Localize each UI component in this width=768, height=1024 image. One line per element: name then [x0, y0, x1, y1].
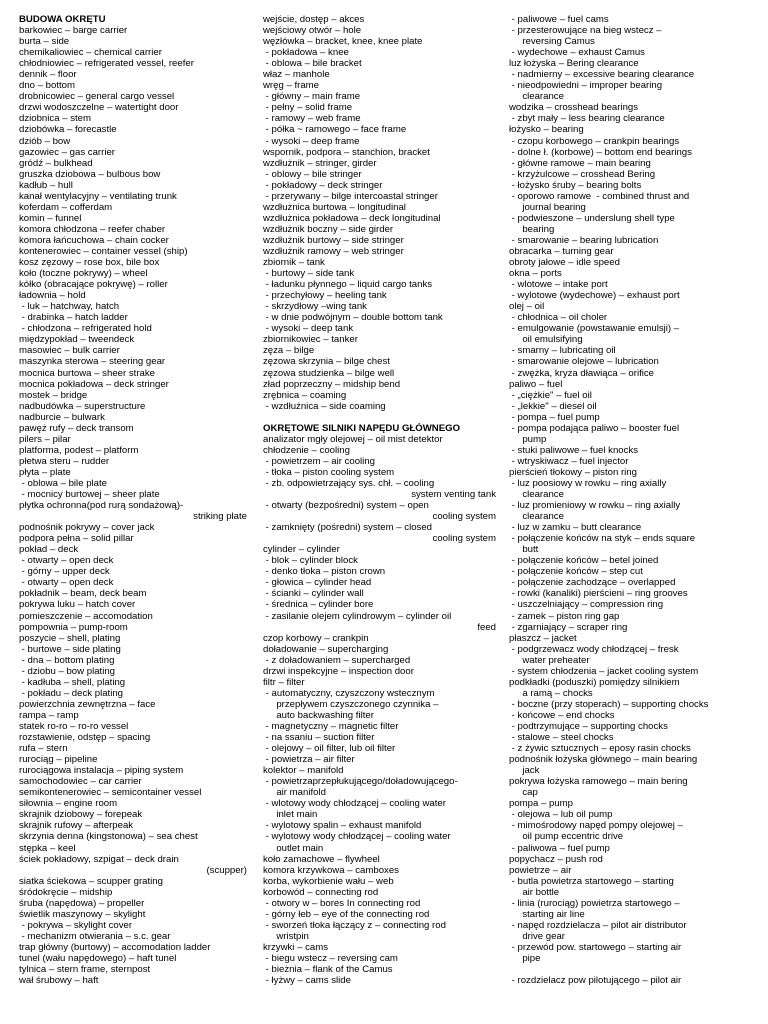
- glossary-entry: czop korbowy – crankpin: [263, 632, 369, 644]
- glossary-entry: tunel (wału napędowego) – haft tunel: [19, 952, 177, 964]
- glossary-entry: rurociąg – pipeline: [19, 754, 98, 766]
- glossary-entry: - otwarty (bezpośredni) system – open: [263, 500, 429, 512]
- glossary-entry: mocnica pokładowa – deck stringer: [19, 378, 169, 390]
- glossary-entry: tylnica – stern frame, sternpost: [19, 964, 151, 976]
- glossary-entry: - wysoki – deep frame: [263, 135, 360, 147]
- glossary-entry: - połączenie zachodzące – overlapped: [509, 577, 676, 589]
- glossary-entry: kolektor – manifold: [263, 765, 344, 777]
- glossary-entry: - smarowanie olejowe – lubrication: [509, 356, 659, 368]
- glossary-entry: krzywki – cams: [263, 941, 329, 953]
- glossary-entry: - burtowe – side plating: [19, 643, 121, 655]
- glossary-entry: węzłówka – bracket, knee, knee plate: [263, 36, 423, 48]
- glossary-entry: - mimośrodowy napęd pompy olejowej –: [509, 820, 683, 832]
- glossary-entry: - półka ~ ramowego – face frame: [263, 124, 407, 136]
- glossary-entry: wzdłużnica pokładowa – deck longitudinal: [263, 212, 441, 224]
- glossary-entry: mocnica burtowa – sheer strake: [19, 367, 155, 379]
- glossary-entry: analizator mgły olejowej – oil mist detektor: [263, 433, 443, 445]
- glossary-entry: nadburcie – bulwark: [19, 411, 105, 423]
- glossary-entry: kadłub – hull: [19, 179, 73, 191]
- glossary-entry: skrajnik dziobowy – forepeak: [19, 809, 143, 821]
- glossary-entry: skrajnik rufowy – afterpeak: [19, 820, 134, 832]
- glossary-entry: - główne ramowe – main bearing: [509, 157, 651, 169]
- glossary-entry: - główny – main frame: [263, 91, 361, 103]
- glossary-entry: - przechyłowy – heeling tank: [263, 290, 387, 302]
- glossary-entry: wał śrubowy – haft: [19, 975, 99, 987]
- glossary-entry: koło (toczne pokrywy) – wheel: [19, 268, 148, 280]
- glossary-entry: - dziobu – bow plating: [19, 665, 115, 677]
- glossary-entry: zęza – bilge: [263, 345, 315, 357]
- glossary-entry: pompownia – pump-room: [19, 621, 128, 633]
- glossary-entry: - łyżwy – cams slide: [263, 975, 351, 987]
- glossary-entry: wejście, dostęp – akces: [263, 14, 365, 25]
- glossary-entry: - paliwowa – fuel pump: [509, 842, 610, 854]
- glossary-entry: - wylotowy wody chłodzącej – cooling water: [263, 831, 451, 843]
- blank-line: [263, 412, 496, 423]
- glossary-entry: koło zamachowe – flywheel: [263, 853, 380, 865]
- glossary-entry: platforma, podest – platform: [19, 444, 139, 456]
- glossary-entry: - z doładowaniem – supercharged: [263, 654, 411, 666]
- glossary-entry: - pompa podająca paliwo – booster fuel: [509, 422, 680, 434]
- glossary-entry: - podgrzewacz wody chłodzącej – fresk: [509, 643, 679, 655]
- glossary-entry: - pokładowy – deck stringer: [263, 179, 383, 191]
- glossary-entry: pomieszczenie – accomodation: [19, 610, 153, 622]
- glossary-entry: - przerywany – bilge intercoastal stringer: [263, 190, 438, 202]
- glossary-entry: - rozdzielacz pow pilotującego – pilot air: [509, 975, 682, 987]
- glossary-entry: kontenerowiec – container vessel (ship): [19, 245, 188, 257]
- glossary-entry: siatka ściekowa – scupper grating: [19, 875, 163, 887]
- glossary-entry: inlet main: [263, 809, 318, 821]
- glossary-entry: wspornik, podpora – stanchion, bracket: [263, 146, 430, 158]
- glossary-entry: drive gear: [509, 930, 565, 942]
- glossary-entry: przepływem czyszczonego czynnika –: [263, 698, 439, 710]
- section-heading: BUDOWA OKRĘTU: [19, 14, 106, 25]
- glossary-entry: semikontenerowiec – semicontainer vessel: [19, 787, 202, 799]
- glossary-entry: dziobówka – forecastle: [19, 124, 117, 136]
- glossary-entry: ściek pokładowy, szpigat – deck drain: [19, 853, 179, 865]
- glossary-entry: - w dnie podwójnym – double bottom tank: [263, 312, 443, 324]
- glossary-entry: - blok – cylinder block: [263, 555, 358, 567]
- glossary-entry: - zbyt mały – less bearing clearance: [509, 113, 665, 125]
- glossary-entry: zład poprzeczny – midship bend: [263, 378, 401, 390]
- glossary-entry: obroty jałowe – idle speed: [509, 257, 620, 269]
- glossary-entry: wzdłużnik – stringer, girder: [263, 157, 377, 169]
- glossary-entry: - „lekkie" – diesel oil: [509, 400, 597, 412]
- glossary-entry: - przesterowujące na bieg wstecz –: [509, 25, 662, 37]
- glossary-entry: - połączenie końców na styk – ends square: [509, 533, 696, 545]
- glossary-entry: - mocnicy burtowej – sheer plate: [19, 489, 160, 501]
- glossary-entry: bearing: [509, 223, 555, 235]
- glossary-entry: oil emulsifying: [509, 334, 583, 346]
- glossary-entry: poszycie – shell, plating: [19, 632, 121, 644]
- glossary-entry: journal bearing: [509, 201, 586, 213]
- glossary-entry: rufa – stern: [19, 743, 68, 755]
- glossary-entry: - oblowy – bile stringer: [263, 168, 362, 180]
- glossary-entry: - wylotowe (wydechowe) – exhaust port: [509, 290, 680, 302]
- glossary-entry: statek ro-ro – ro-ro vessel: [19, 721, 129, 732]
- glossary-entry: pump: [509, 433, 547, 445]
- glossary-entry: outlet main: [263, 842, 324, 854]
- glossary-entry: korbowód – connecting rod: [263, 886, 379, 898]
- glossary-entry: - podtrzymujące – supporting chocks: [509, 721, 668, 732]
- glossary-entry: korba, wykorbienie wału – web: [263, 875, 394, 887]
- glossary-entry: podnośnik łożyska głównego – main bearing: [509, 754, 698, 766]
- glossary-entry: dno – bottom: [19, 80, 76, 92]
- glossary-entry: - na ssaniu – suction filter: [263, 732, 375, 744]
- glossary-entry: siłownia – engine room: [19, 798, 118, 810]
- glossary-entry: - napęd rozdzielacza – pilot air distributor: [509, 919, 687, 931]
- glossary-entry: - tłoka – piston cooling system: [263, 466, 395, 478]
- glossary-entry: - paliwowe – fuel cams: [509, 14, 609, 25]
- glossary-entry: pompa – pump: [509, 798, 573, 810]
- glossary-entry: - wysoki – deep tank: [263, 323, 354, 335]
- glossary-entry: obracarka – turning gear: [509, 245, 614, 257]
- glossary-entry: striking plate: [193, 511, 247, 523]
- glossary-entry: mostek – bridge: [19, 389, 88, 401]
- glossary-entry: a ramą – chocks: [509, 687, 593, 699]
- glossary-entry: drzwi inspekcyjne – inspection door: [263, 665, 414, 677]
- glossary-entry: cap: [509, 787, 538, 799]
- glossary-entry: chłodniowiec – refrigerated vessel, reefer: [19, 58, 194, 70]
- glossary-entry: - ścianki – cylinder wall: [263, 588, 364, 600]
- glossary-entry: - górny łeb – eye of the connecting rod: [263, 908, 430, 920]
- glossary-entry: feed: [477, 621, 496, 633]
- glossary-entry: właz – manhole: [263, 69, 330, 81]
- glossary-entry: komora krzywkowa – camboxes: [263, 864, 399, 876]
- glossary-entry: zbiornikowiec – tanker: [263, 334, 358, 346]
- column-1: [19, 14, 247, 986]
- glossary-entry: oil pump eccentric drive: [509, 831, 624, 843]
- column-2: [263, 14, 496, 986]
- glossary-entry: - otwarty – open deck: [19, 555, 114, 567]
- glossary-entry: wzdłużnik ramowy – web stringer: [263, 245, 404, 257]
- glossary-entry: zbiornik – tank: [263, 257, 325, 269]
- glossary-entry: drzwi wodoszczelne – watertight door: [19, 102, 179, 114]
- glossary-entry: starting air line: [509, 908, 585, 920]
- glossary-entry: podpora pełna – solid pillar: [19, 533, 134, 545]
- glossary-entry: - wydechowe – exhaust Camus: [509, 47, 645, 59]
- glossary-entry: gazowiec – gas carrier: [19, 146, 115, 158]
- glossary-entry: - skrzydłowy –wing tank: [263, 301, 367, 313]
- glossary-entry: - luz w zamku – butt clearance: [509, 522, 642, 534]
- glossary-entry: olej – oil: [509, 301, 545, 313]
- glossary-entry: rampa – ramp: [19, 709, 79, 721]
- glossary-entry: - oblowa – bile bracket: [263, 58, 362, 70]
- glossary-entry: samochodowiec – car carrier: [19, 776, 142, 788]
- glossary-entry: - wlotowy wody chłodzącej – cooling water: [263, 798, 446, 810]
- glossary-entry: - boczne (przy stoperach) – supporting chocks: [509, 698, 709, 710]
- glossary-entry: - denko tłoka – piston crown: [263, 566, 386, 578]
- glossary-entry: - system chłodzenia – jacket cooling system: [509, 665, 699, 677]
- glossary-entry: wzdłużnica burtowa – longitudinal: [263, 201, 406, 213]
- glossary-entry: - stuki paliwowe – fuel knocks: [509, 444, 639, 456]
- glossary-entry: dziób – bow: [19, 135, 71, 147]
- glossary-entry: podnośnik pokrywy – cover jack: [19, 522, 155, 534]
- glossary-entry: wzdłużnik boczny – side girder: [263, 223, 394, 235]
- glossary-entry: płytka ochronna(pod rurą sondażową)-: [19, 500, 184, 512]
- glossary-entry: - wylotowy spalin – exhaust manifold: [263, 820, 422, 832]
- glossary-entry: - końcowe – end chocks: [509, 709, 615, 721]
- glossary-entry: okna – ports: [509, 268, 562, 280]
- glossary-entry: - pokładowa – knee: [263, 47, 349, 59]
- glossary-entry: - dna – bottom plating: [19, 654, 115, 666]
- glossary-entry: dziobnica – stem: [19, 113, 91, 125]
- glossary-entry: kosz zęzowy – rose box, bile box: [19, 257, 160, 269]
- glossary-entry: - zwężka, kryza dławiąca – orifice: [509, 367, 655, 379]
- glossary-entry: śródokręcie – midship: [19, 886, 113, 898]
- blank-line: [509, 964, 749, 975]
- glossary-entry: - nadmierny – excessive bearing clearance: [509, 69, 695, 81]
- glossary-entry: cooling system: [432, 533, 496, 545]
- glossary-entry: - pokrywa – skylight cover: [19, 919, 133, 931]
- column-3: [509, 14, 749, 986]
- glossary-entry: komin – funnel: [19, 212, 82, 224]
- glossary-entry: - wtryskiwacz – fuel injector: [509, 455, 629, 467]
- glossary-entry: - krzyżulcowe – crosshead Bering: [509, 168, 656, 180]
- glossary-entry: - ramowy – web frame: [263, 113, 361, 125]
- glossary-entry: pokrywa łożyska ramowego – main bering: [509, 776, 688, 788]
- glossary-entry: pokrywa luku – hatch cover: [19, 599, 136, 611]
- glossary-entry: wristpin: [263, 930, 309, 942]
- glossary-entry: zęzowa skrzynia – bilge chest: [263, 356, 390, 368]
- glossary-entry: chłodzenie – cooling: [263, 444, 350, 456]
- glossary-entry: - nieodpowiedni – improper bearing: [509, 80, 663, 92]
- glossary-entry: płetwa steru – rudder: [19, 455, 110, 467]
- glossary-entry: - kadłuba – shell, plating: [19, 676, 126, 688]
- glossary-entry: air manifold: [263, 787, 326, 799]
- glossary-entry: komora łańcuchowa – chain cocker: [19, 234, 169, 246]
- glossary-entry: - smarowanie – bearing lubrication: [509, 234, 659, 246]
- glossary-entry: zęzowa studzienka – bilge well: [263, 367, 395, 379]
- glossary-entry: - ładunku płynnego – liquid cargo tanks: [263, 279, 433, 291]
- glossary-entry: - oblowa – bile plate: [19, 477, 107, 489]
- glossary-entry: air bottle: [509, 886, 560, 898]
- glossary-entry: - zasilanie olejem cylindrowym – cylinder oil: [263, 610, 452, 622]
- glossary-entry: - zamek – piston ring gap: [509, 610, 620, 622]
- glossary-entry: - luz poosiowy w rowku – ring axially: [509, 477, 667, 489]
- glossary-entry: burta – side: [19, 36, 70, 48]
- glossary-entry: - biegu wstecz – reversing cam: [263, 952, 398, 964]
- glossary-entry: - chłodzona – refrigerated hold: [19, 323, 152, 335]
- glossary-entry: pokładnik – beam, deck beam: [19, 588, 147, 600]
- glossary-entry: - „ciężkie" – fuel oil: [509, 389, 592, 401]
- glossary-entry: pilers – pilar: [19, 433, 71, 445]
- glossary-entry: - emulgowanie (powstawanie emulsji) –: [509, 323, 680, 335]
- glossary-entry: - dolne ł. (korbowe) – bottom end bearings: [509, 146, 692, 158]
- section-heading: OKRĘTOWE SILNIKI NAPĘDU GŁÓWNEGO: [263, 422, 461, 434]
- glossary-entry: - chłodnica – oil choler: [509, 312, 608, 324]
- glossary-entry: - uszczelniający – compression ring: [509, 599, 664, 611]
- glossary-entry: - olejowa – lub oil pump: [509, 809, 613, 821]
- glossary-entry: - oporowo ramowe - combined thrust and: [509, 190, 690, 202]
- glossary-entry: filtr – filter: [263, 676, 305, 688]
- glossary-entry: - zb. odpowietrzający sys. chł. – cooling: [263, 477, 435, 489]
- glossary-entry: gruszka dziobowa – bulbous bow: [19, 168, 161, 180]
- glossary-entry: - pokładu – deck plating: [19, 687, 123, 699]
- glossary-entry: - powietrzaprzepłukującego/doładowującego-: [263, 776, 458, 788]
- glossary-entry: - średnica – cylinder bore: [263, 599, 374, 611]
- glossary-entry: clearance: [509, 511, 564, 523]
- glossary-entry: - powietrzem – air cooling: [263, 455, 375, 467]
- glossary-entry: - sworzeń tłoka łączący z – connecting rod: [263, 919, 446, 931]
- glossary-entry: - wzdłużnica – side coaming: [263, 400, 386, 412]
- glossary-entry: podkładki (poduszki) pomiędzy silnikiem: [509, 676, 680, 688]
- glossary-entry: system venting tank: [411, 489, 496, 501]
- glossary-entry: - górny – upper deck: [19, 566, 110, 578]
- glossary-entry: - otwory w – bores In connecting rod: [263, 897, 421, 909]
- glossary-entry: płyta – plate: [19, 466, 71, 478]
- glossary-entry: zrębnica – coaming: [263, 389, 347, 401]
- glossary-entry: drobnicowiec – general cargo vessel: [19, 91, 175, 103]
- glossary-entry: pipe: [509, 952, 541, 964]
- glossary-entry: - automatyczny, czyszczony wstecznym: [263, 687, 435, 699]
- glossary-entry: - głowica – cylinder head: [263, 577, 372, 589]
- glossary-entry: water preheater: [509, 654, 590, 666]
- glossary-entry: - smarny – lubricating oil: [509, 345, 616, 357]
- glossary-entry: pierścień tłokowy – piston ring: [509, 466, 637, 478]
- glossary-entry: pawęż rufy – deck transom: [19, 422, 134, 434]
- glossary-entry: auto backwashing filter: [263, 709, 374, 721]
- glossary-entry: - luz promieniowy w rowku – ring axially: [509, 500, 681, 512]
- glossary-entry: płaszcz – jacket: [509, 632, 577, 644]
- glossary-entry: - połączenie końców – betel joined: [509, 555, 659, 567]
- glossary-entry: łożysko – bearing: [509, 124, 584, 136]
- glossary-entry: - linia (rurociąg) powietrza startowego –: [509, 897, 680, 909]
- glossary-entry: komora chłodzona – reefer chaber: [19, 223, 166, 235]
- glossary-entry: pokład – deck: [19, 544, 79, 556]
- glossary-entry: rurociągowa instalacja – piping system: [19, 765, 184, 777]
- glossary-entry: clearance: [509, 489, 564, 501]
- glossary-entry: - przewód pow. startowego – starting air: [509, 941, 682, 953]
- glossary-entry: - pełny – solid frame: [263, 102, 353, 114]
- glossary-entry: jack: [509, 765, 540, 777]
- glossary-entry: cooling system: [432, 511, 496, 523]
- glossary-entry: stępka – keel: [19, 842, 76, 854]
- glossary-entry: luz łożyska – Bering clearance: [509, 58, 639, 70]
- glossary-entry: rozstawienie, odstęp – spacing: [19, 732, 151, 744]
- glossary-entry: powietrze – air: [509, 864, 572, 876]
- glossary-entry: wręg – frame: [263, 80, 319, 92]
- glossary-entry: - bieżnia – flank of the Camus: [263, 964, 393, 976]
- glossary-entry: międzypokład – tweendeck: [19, 334, 135, 346]
- glossary-entry: - zgarniający – scraper ring: [509, 621, 628, 633]
- glossary-entry: paliwo – fuel: [509, 378, 563, 390]
- glossary-entry: - podwieszone – underslung shell type: [509, 212, 675, 224]
- glossary-entry: trap główny (burtowy) – accomodation ladder: [19, 941, 211, 953]
- glossary-entry: dennik – floor: [19, 69, 77, 81]
- glossary-entry: wodzika – crosshead bearings: [509, 102, 639, 114]
- glossary-entry: wzdłużnik burtowy – side stringer: [263, 234, 404, 246]
- glossary-entry: doładowanie – supercharging: [263, 643, 389, 655]
- glossary-entry: koferdam – cofferdam: [19, 201, 113, 213]
- glossary-entry: chemikaliowiec – chemical carrier: [19, 47, 162, 59]
- glossary-entry: popychacz – push rod: [509, 853, 603, 865]
- glossary-entry: (scupper): [206, 864, 247, 876]
- glossary-entry: - burtowy – side tank: [263, 268, 355, 280]
- glossary-entry: kółko (obracające pokrywę) – roller: [19, 279, 168, 291]
- glossary-entry: skrzynia denna (kingstonowa) – sea chest: [19, 831, 198, 843]
- glossary-entry: świetlik maszynowy – skylight: [19, 908, 146, 920]
- glossary-entry: - łożysko śruby – bearing bolts: [509, 179, 642, 191]
- glossary-entry: masowiec – bulk carrier: [19, 345, 120, 357]
- glossary-entry: barkowiec – barge carrier: [19, 25, 128, 37]
- glossary-entry: - wlotowe – intake port: [509, 279, 608, 291]
- glossary-entry: ładownia – hold: [19, 290, 86, 302]
- glossary-entry: wejściowy otwór – hole: [263, 25, 362, 37]
- glossary-entry: - zamknięty (pośredni) system – closed: [263, 522, 433, 534]
- glossary-entry: - magnetyczny – magnetic filter: [263, 721, 399, 732]
- glossary-entry: butt: [509, 544, 539, 556]
- glossary-entry: - luk – hatchway, hatch: [19, 301, 120, 313]
- glossary-entry: - czopu korbowego – crankpin bearings: [509, 135, 680, 147]
- glossary-entry: - otwarty – open deck: [19, 577, 114, 589]
- glossary-entry: - pompa – fuel pump: [509, 411, 600, 423]
- glossary-entry: powierzchnia zewnętrzna – face: [19, 698, 156, 710]
- glossary-entry: - powietrza – air filter: [263, 754, 355, 766]
- glossary-entry: kanał wentylacyjny – ventilating trunk: [19, 190, 177, 202]
- glossary-entry: reversing Camus: [509, 36, 595, 48]
- glossary-entry: cylinder – cylinder: [263, 544, 340, 556]
- glossary-entry: - mechanizm otwierania – s.c. gear: [19, 930, 171, 942]
- glossary-entry: maszynka sterowa – steering gear: [19, 356, 166, 368]
- glossary-entry: - stalowe – steel chocks: [509, 732, 614, 744]
- glossary-entry: - połączenie końców – step cut: [509, 566, 643, 578]
- glossary-entry: - drabinka – hatch ladder: [19, 312, 128, 324]
- glossary-entry: clearance: [509, 91, 564, 103]
- glossary-entry: - rowki (kanaliki) pierścieni – ring grooves: [509, 588, 688, 600]
- glossary-entry: śruba (napędowa) – propeller: [19, 897, 145, 909]
- glossary-entry: - butla powietrza startowego – starting: [509, 875, 674, 887]
- glossary-entry: - z żywic sztucznych – eposy rasin chocks: [509, 743, 691, 755]
- glossary-entry: gródź – bulkhead: [19, 157, 93, 169]
- glossary-entry: - olejowy – oil filter, lub oil filter: [263, 743, 396, 755]
- glossary-entry: nadbudówka – superstructure: [19, 400, 146, 412]
